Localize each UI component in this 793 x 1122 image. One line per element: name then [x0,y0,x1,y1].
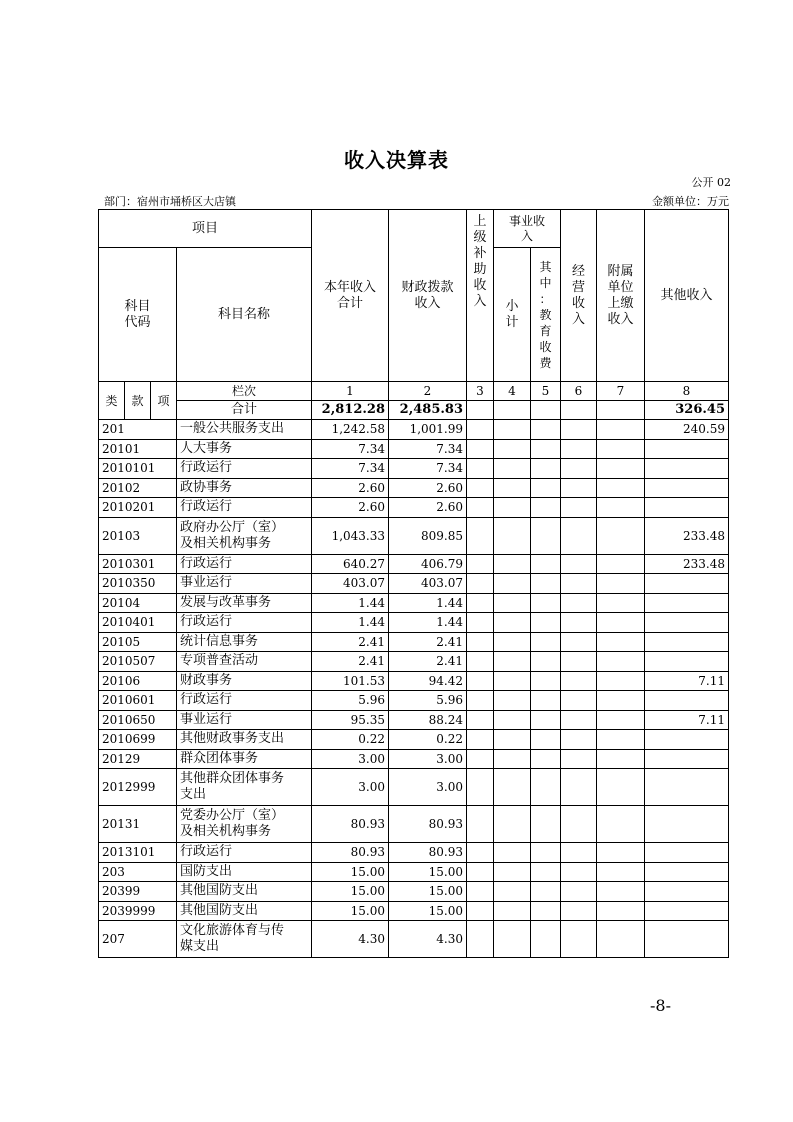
table-row [99,439,729,459]
table-row [99,498,729,518]
subject-name: 行政运行 [177,691,312,711]
fiscal-amount: 80.93 [389,806,467,843]
other-amount [645,862,729,882]
empty-cell [531,749,561,769]
empty-cell [561,420,597,440]
other-amount [645,459,729,479]
column-index-label: 栏次 [177,382,312,401]
empty-cell [494,632,531,652]
fiscal-amount: 1,001.99 [389,420,467,440]
fiscal-amount: 1.44 [389,593,467,613]
empty-cell [531,652,561,672]
fiscal-amount: 94.42 [389,671,467,691]
total-amount: 1,242.58 [312,420,389,440]
empty-cell [561,554,597,574]
fiscal-amount: 2.60 [389,478,467,498]
fiscal-amount: 809.85 [389,517,467,554]
empty-cell [494,439,531,459]
empty-cell [467,921,494,958]
fiscal-amount: 403.07 [389,574,467,594]
other-amount [645,478,729,498]
empty-cell [467,574,494,594]
subject-code: 2012999 [99,769,177,806]
empty-cell [597,420,645,440]
fiscal-amount: 15.00 [389,882,467,902]
total-amount: 7.34 [312,459,389,479]
empty-cell [467,882,494,902]
subject-name: 事业运行 [177,710,312,730]
empty-cell [467,478,494,498]
subject-name: 政府办公厅（室） 及相关机构事务 [177,517,312,554]
empty-cell [561,478,597,498]
empty-cell [467,901,494,921]
table-row [99,730,729,750]
other-amount: 7.11 [645,671,729,691]
table-row [99,806,729,843]
empty-cell [561,613,597,633]
empty-cell [561,439,597,459]
subject-code: 20129 [99,749,177,769]
empty-cell [494,671,531,691]
table-row [99,459,729,479]
empty-cell [494,730,531,750]
subject-name: 行政运行 [177,554,312,574]
empty-cell [531,593,561,613]
empty-cell [531,574,561,594]
empty-cell [531,806,561,843]
empty-cell [531,921,561,958]
subject-code: 20399 [99,882,177,902]
empty-cell [494,749,531,769]
subject-name: 专项普查活动 [177,652,312,672]
fiscal-amount: 2.41 [389,632,467,652]
empty-cell [597,517,645,554]
subject-name: 财政事务 [177,671,312,691]
other-amount [645,901,729,921]
table-row [99,632,729,652]
total-amount: 1,043.33 [312,517,389,554]
fiscal-amount: 2.60 [389,498,467,518]
total-amount: 2.60 [312,498,389,518]
total-amount: 640.27 [312,554,389,574]
empty-cell [531,459,561,479]
fiscal-sum: 2,485.83 [389,401,467,420]
empty-cell [494,459,531,479]
subject-name: 发展与改革事务 [177,593,312,613]
empty-cell [467,730,494,750]
table-row [99,901,729,921]
other-amount [645,691,729,711]
table-row [99,517,729,554]
empty-cell [597,749,645,769]
header-xiang: 项 [151,382,177,420]
empty-cell [531,730,561,750]
other-amount [645,593,729,613]
empty-cell [597,691,645,711]
total-amount: 0.22 [312,730,389,750]
subject-name: 文化旅游体育与传 媒支出 [177,921,312,958]
column-number: 7 [597,382,645,401]
fiscal-amount: 7.34 [389,439,467,459]
empty-cell [467,691,494,711]
empty-cell [494,806,531,843]
subject-code: 20104 [99,593,177,613]
total-amount: 403.07 [312,574,389,594]
empty-cell [494,921,531,958]
subject-name: 一般公共服务支出 [177,420,312,440]
empty-cell [561,843,597,863]
fiscal-amount: 15.00 [389,862,467,882]
total-amount: 80.93 [312,806,389,843]
fiscal-amount: 80.93 [389,843,467,863]
empty-cell [494,478,531,498]
subject-code: 2010601 [99,691,177,711]
empty-cell [561,691,597,711]
empty-cell [531,498,561,518]
other-amount [645,882,729,902]
other-amount [645,574,729,594]
other-amount [645,632,729,652]
empty-cell [467,439,494,459]
empty-cell [561,806,597,843]
total-sum: 2,812.28 [312,401,389,420]
empty-cell [597,901,645,921]
empty-cell [597,710,645,730]
subject-name: 其他群众团体事务 支出 [177,769,312,806]
table-row [99,671,729,691]
empty-cell [494,652,531,672]
table-row [99,554,729,574]
empty-cell [494,593,531,613]
other-amount: 233.48 [645,554,729,574]
empty-cell [531,691,561,711]
header-edu: 其 中 ： 教 育 收 费 [531,248,561,382]
table-row [99,420,729,440]
empty-cell [597,671,645,691]
column-number: 6 [561,382,597,401]
fiscal-amount: 3.00 [389,749,467,769]
total-amount: 2.41 [312,632,389,652]
empty-cell [494,498,531,518]
total-amount: 3.00 [312,769,389,806]
column-number: 5 [531,382,561,401]
total-amount: 3.00 [312,749,389,769]
fiscal-amount: 88.24 [389,710,467,730]
header-lei: 类 [99,382,125,420]
header-item: 项目 [99,210,312,248]
empty-cell [467,769,494,806]
table-row [99,710,729,730]
empty-cell [597,613,645,633]
column-number: 2 [389,382,467,401]
subject-name: 统计信息事务 [177,632,312,652]
empty-cell [597,730,645,750]
department-label: 部门：宿州市埇桥区大店镇 [104,195,236,208]
subject-code: 2010650 [99,710,177,730]
header-other: 其他收入 [645,210,729,382]
empty-cell [494,613,531,633]
empty-cell [494,882,531,902]
table-row [99,882,729,902]
other-amount [645,730,729,750]
empty-cell [597,769,645,806]
subject-name: 其他财政事务支出 [177,730,312,750]
table-row [99,478,729,498]
table-row [99,843,729,863]
total-amount: 15.00 [312,901,389,921]
income-table [98,209,729,958]
subject-code: 203 [99,862,177,882]
empty-cell [597,882,645,902]
total-amount: 4.30 [312,921,389,958]
subject-code: 2010301 [99,554,177,574]
subject-code: 207 [99,921,177,958]
table-row [99,613,729,633]
form-code: 公开 02 [691,176,731,189]
subject-name: 党委办公厅（室） 及相关机构事务 [177,806,312,843]
subject-name: 群众团体事务 [177,749,312,769]
empty-cell [531,439,561,459]
empty-cell [561,882,597,902]
empty-cell [467,843,494,863]
empty-cell [467,554,494,574]
total-amount: 7.34 [312,439,389,459]
empty-cell [561,574,597,594]
empty-cell [561,459,597,479]
subject-code: 20131 [99,806,177,843]
empty-cell [597,574,645,594]
total-amount: 5.96 [312,691,389,711]
empty-cell [531,843,561,863]
total-amount: 2.41 [312,652,389,672]
subject-name: 政协事务 [177,478,312,498]
empty-cell [597,554,645,574]
total-amount: 101.53 [312,671,389,691]
empty-cell [561,652,597,672]
table-row [99,691,729,711]
other-amount [645,652,729,672]
empty-cell [467,593,494,613]
subject-code: 20101 [99,439,177,459]
sum-label: 合计 [177,401,312,420]
empty-cell [467,498,494,518]
header-kuan: 款 [125,382,151,420]
empty-cell [531,632,561,652]
other-amount [645,613,729,633]
empty-cell [531,517,561,554]
fiscal-amount: 3.00 [389,769,467,806]
empty-cell [597,478,645,498]
empty-cell [494,862,531,882]
subject-name: 行政运行 [177,843,312,863]
subject-code: 2010699 [99,730,177,750]
empty-cell [467,671,494,691]
fiscal-amount: 4.30 [389,921,467,958]
header-subtotal: 小 计 [494,248,531,382]
page-number: -8- [650,996,671,1015]
fiscal-amount: 15.00 [389,901,467,921]
other-amount [645,749,729,769]
empty-cell [597,439,645,459]
fiscal-amount: 2.41 [389,652,467,672]
empty-cell [561,901,597,921]
empty-cell [531,882,561,902]
subject-name: 人大事务 [177,439,312,459]
empty-cell [531,478,561,498]
subject-code: 2010101 [99,459,177,479]
total-amount: 15.00 [312,862,389,882]
empty-cell [494,691,531,711]
header-affiliated: 附属 单位 上缴 收入 [597,210,645,382]
empty-cell [494,554,531,574]
empty-cell [561,921,597,958]
empty-cell [467,517,494,554]
table-row [99,862,729,882]
column-number: 8 [645,382,729,401]
empty-cell [597,921,645,958]
empty-cell [494,769,531,806]
empty-cell [531,420,561,440]
subject-code: 2010201 [99,498,177,518]
subject-code: 2013101 [99,843,177,863]
subject-code: 20103 [99,517,177,554]
column-number: 4 [494,382,531,401]
empty-cell [561,593,597,613]
subject-code: 2039999 [99,901,177,921]
empty-cell [597,593,645,613]
empty-cell [561,498,597,518]
subject-code: 2010507 [99,652,177,672]
header-superior: 上 级 补 助 收 入 [467,210,494,382]
empty-cell [561,517,597,554]
empty-cell [531,901,561,921]
subject-code: 2010350 [99,574,177,594]
empty-cell [467,613,494,633]
other-amount [645,806,729,843]
header-total: 本年收入 合计 [312,210,389,382]
empty-cell [494,843,531,863]
empty-cell [531,554,561,574]
empty-cell [494,517,531,554]
empty-cell [597,843,645,863]
subject-code: 20106 [99,671,177,691]
page-title: 收入决算表 [344,148,449,172]
fiscal-amount: 0.22 [389,730,467,750]
other-amount [645,843,729,863]
total-amount: 95.35 [312,710,389,730]
table-row [99,574,729,594]
table-row [99,652,729,672]
empty-cell [561,671,597,691]
subject-name: 行政运行 [177,498,312,518]
other-amount [645,921,729,958]
subject-name: 行政运行 [177,459,312,479]
subject-name: 其他国防支出 [177,882,312,902]
table-row [99,769,729,806]
column-number: 3 [467,382,494,401]
empty-cell [561,710,597,730]
table-row [99,749,729,769]
total-amount: 15.00 [312,882,389,902]
empty-cell [467,459,494,479]
other-amount [645,498,729,518]
other-sum: 326.45 [645,401,729,420]
empty-cell [494,420,531,440]
subject-code: 2010401 [99,613,177,633]
empty-cell [467,420,494,440]
subject-name: 事业运行 [177,574,312,594]
other-amount [645,439,729,459]
header-code: 科目 代码 [99,248,177,382]
total-amount: 1.44 [312,593,389,613]
other-amount: 233.48 [645,517,729,554]
unit-label: 金额单位：万元 [652,195,729,208]
empty-cell [561,632,597,652]
other-amount: 7.11 [645,710,729,730]
subject-code: 20105 [99,632,177,652]
empty-cell [531,769,561,806]
empty-cell [597,498,645,518]
subject-name: 国防支出 [177,862,312,882]
header-fiscal: 财政拨款 收入 [389,210,467,382]
subject-name: 行政运行 [177,613,312,633]
empty-cell [597,652,645,672]
header-business: 事业收 入 [494,210,561,248]
empty-cell [467,710,494,730]
table-row [99,593,729,613]
empty-cell [531,613,561,633]
header-name: 科目名称 [177,248,312,382]
column-number: 1 [312,382,389,401]
empty-cell [561,862,597,882]
empty-cell [531,710,561,730]
empty-cell [467,862,494,882]
subject-name: 其他国防支出 [177,901,312,921]
total-amount: 2.60 [312,478,389,498]
fiscal-amount: 1.44 [389,613,467,633]
empty-cell [467,806,494,843]
empty-cell [597,632,645,652]
fiscal-amount: 7.34 [389,459,467,479]
empty-cell [531,862,561,882]
table-row [99,921,729,958]
empty-cell [494,574,531,594]
other-amount: 240.59 [645,420,729,440]
empty-cell [467,652,494,672]
empty-cell [531,671,561,691]
empty-cell [561,749,597,769]
fiscal-amount: 5.96 [389,691,467,711]
subject-code: 201 [99,420,177,440]
other-amount [645,769,729,806]
subject-code: 20102 [99,478,177,498]
empty-cell [561,730,597,750]
empty-cell [467,749,494,769]
empty-cell [597,459,645,479]
fiscal-amount: 406.79 [389,554,467,574]
empty-cell [597,862,645,882]
empty-cell [561,769,597,806]
header-operating: 经 营 收 入 [561,210,597,382]
empty-cell [467,632,494,652]
empty-cell [494,710,531,730]
empty-cell [597,806,645,843]
total-amount: 1.44 [312,613,389,633]
total-amount: 80.93 [312,843,389,863]
empty-cell [494,901,531,921]
